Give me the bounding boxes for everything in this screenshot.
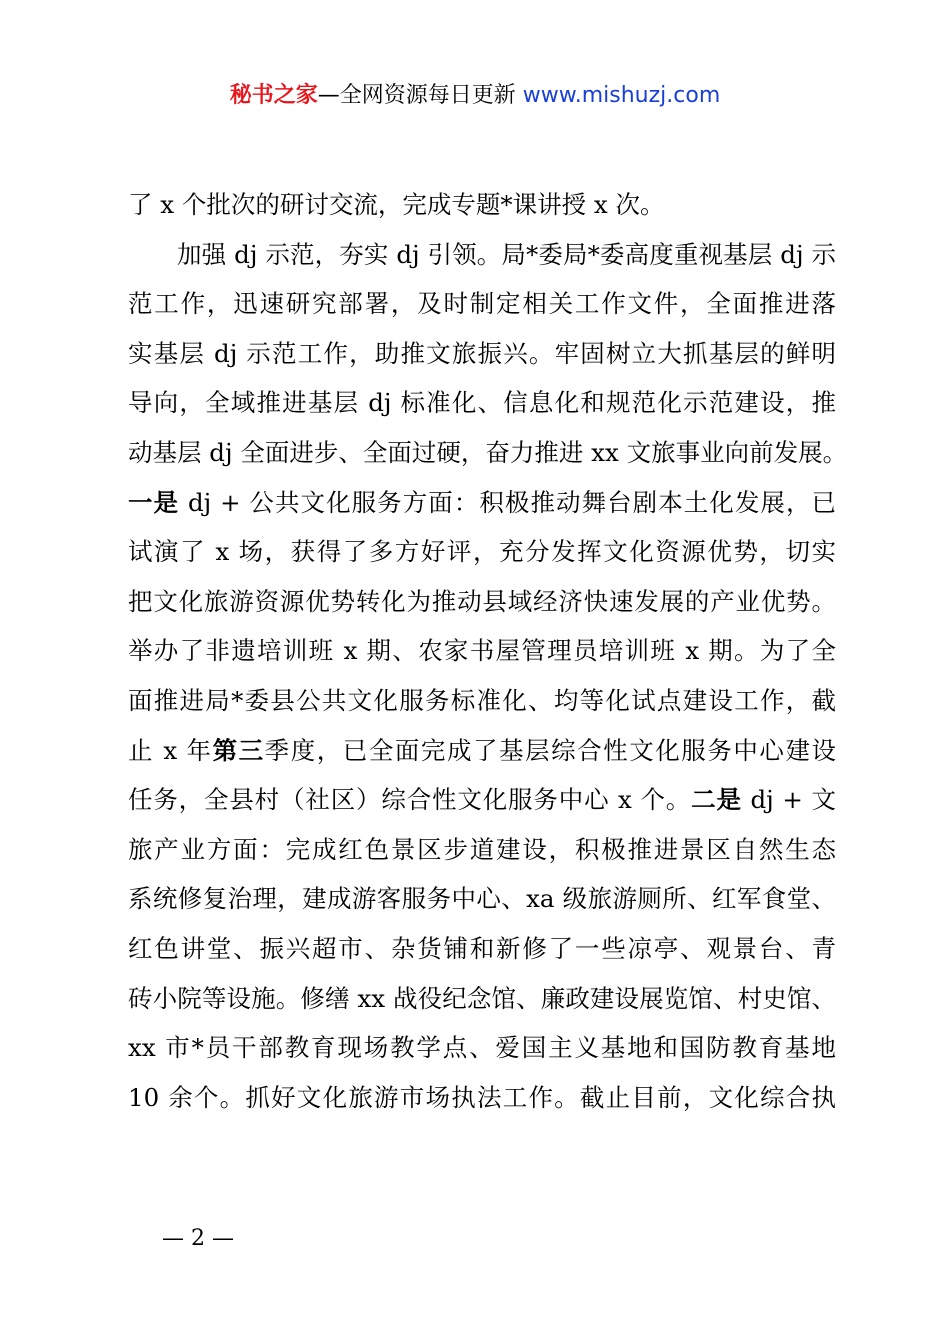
bold-text: 二是 — [691, 785, 742, 815]
body-text: 系统修复治理，建成游客服务中心、xa 级旅游厕所、红军食堂、 — [128, 884, 836, 914]
page-number: — 2 — — [162, 1226, 234, 1251]
body-text: 10 余个。抓好文化旅游市场执法工作。截止目前，文化综合执 — [128, 1082, 836, 1112]
body-text: 实基层 dj 示范工作，助推文旅振兴。牢固树立大抓基层的鲜明 — [128, 338, 836, 368]
bold-text: 一是 — [128, 487, 180, 517]
body-text: 举办了非遗培训班 x 期、农家书屋管理员培训班 x 期。为了全 — [128, 636, 836, 666]
body-text: 季度，已全面完成了基层综合性文化服务中心建设 — [264, 735, 837, 765]
header-url: www.mishuzj.com — [522, 83, 721, 108]
body-text: 试演了 x 场，获得了多方好评，充分发挥文化资源优势，切实 — [128, 537, 836, 567]
paragraph-2-line — [128, 626, 836, 676]
paragraph-2-line — [128, 726, 836, 776]
body-text: 导向，全域推进基层 dj 标准化、信息化和规范化示范建设，推 — [128, 388, 836, 418]
body-text: 把文化旅游资源优势转化为推动县域经济快速发展的产业优势。 — [128, 586, 836, 616]
paragraph-2-line — [128, 478, 836, 528]
paragraph-2-line — [128, 230, 836, 280]
paragraph-2-line — [128, 329, 836, 379]
body-text: 旅产业方面：完成红色景区步道建设，积极推进景区自然生态 — [128, 834, 836, 864]
body-text: 砖小院等设施。修缮 xx 战役纪念馆、廉政建设展览馆、村史馆、 — [128, 983, 836, 1013]
body-text: xx 市*员干部教育现场教学点、爱国主义基地和国防教育基地 — [128, 1033, 836, 1063]
body-text: dj + 文 — [741, 785, 837, 815]
paragraph-2-line — [128, 527, 836, 577]
paragraph-1-line — [128, 180, 836, 230]
header-slogan: —全网资源每日更新 — [317, 83, 523, 108]
body-text: 范工作，迅速研究部署，及时制定相关工作文件，全面推进落 — [128, 289, 836, 319]
body-text: 止 x 年 — [128, 735, 213, 765]
body-text: 加强 dj 示范，夯实 dj 引领。局*委局*委高度重视基层 dj 示 — [177, 239, 836, 269]
bold-text: 第三 — [212, 735, 265, 765]
body-text: 红色讲堂、振兴超市、杂货铺和新修了一些凉亭、观景台、青 — [128, 933, 836, 963]
site-watermark-header — [0, 78, 950, 114]
paragraph-2-line — [128, 577, 836, 627]
body-text: 动基层 dj 全面进步、全面过硬，奋力推进 xx 文旅事业向前发展。 — [128, 437, 848, 467]
paragraph-2-line — [128, 1023, 836, 1073]
paragraph-2-line — [128, 428, 848, 478]
paragraph-2-line — [128, 974, 836, 1024]
paragraph-2-line — [128, 825, 836, 875]
body-text: 任务，全县村（社区）综合性文化服务中心 x 个。 — [128, 785, 692, 815]
paragraph-2-line — [128, 874, 836, 924]
paragraph-2-line — [128, 775, 836, 825]
document-body — [128, 180, 848, 1122]
paragraph-2-line — [128, 676, 836, 726]
brand-name: 秘书之家 — [229, 83, 318, 108]
paragraph-2-line — [128, 378, 836, 428]
body-text: 了 x 个批次的研讨交流，完成专题*课讲授 x 次。 — [128, 190, 665, 219]
body-text: dj + 公共文化服务方面：积极推动舞台剧本土化发展，已 — [179, 487, 837, 517]
paragraph-2-line — [128, 1073, 836, 1123]
paragraph-2-line — [128, 924, 836, 974]
paragraph-2-line — [128, 279, 836, 329]
body-text: 面推进局*委县公共文化服务标准化、均等化试点建设工作，截 — [128, 685, 836, 715]
